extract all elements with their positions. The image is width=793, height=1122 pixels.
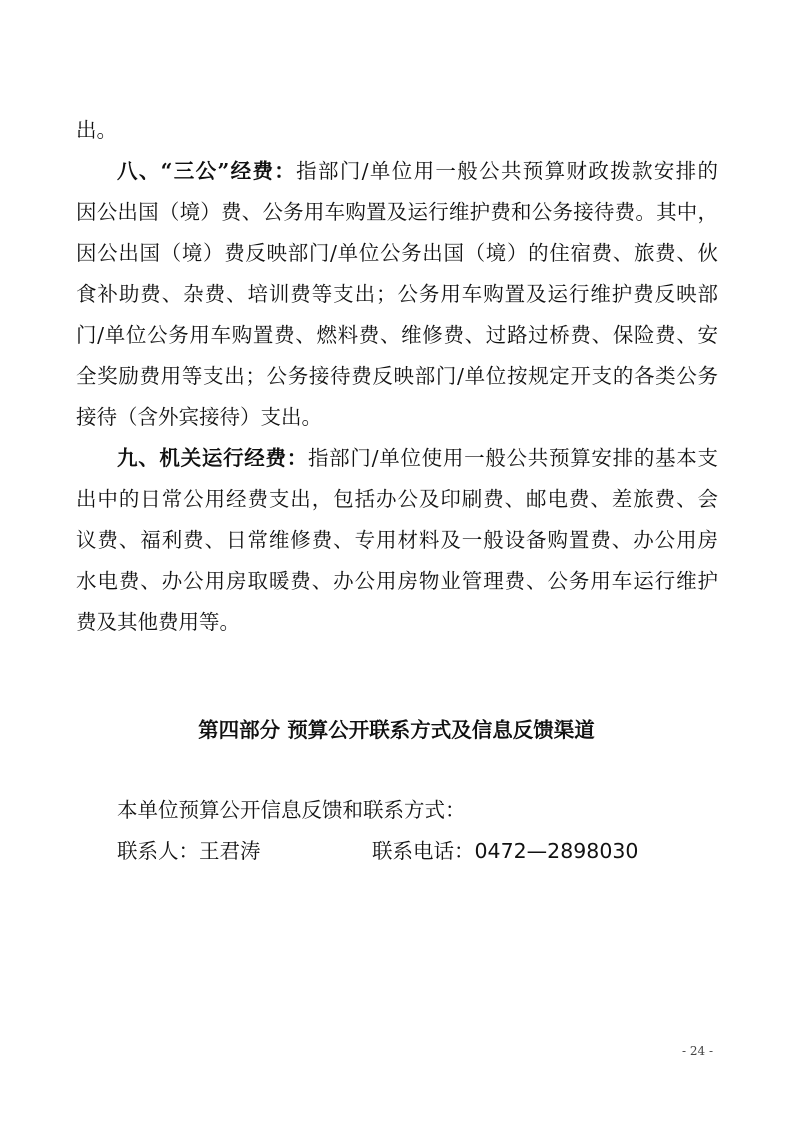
paragraph-continuation [76,116,718,144]
contact-person [117,837,261,865]
contact-person-label: 联系人： [117,839,199,863]
page-number: - 24 - [682,1044,714,1058]
paragraph-eight-line-3: 因公出国（境）费反映部门/单位公务出国（境）的住宿费、旅费、伙 [76,241,718,265]
paragraph-eight-line-4: 食补助费、杂费、培训费等支出；公务用车购置及运行维护费反映部 [76,282,718,306]
paragraph-eight-line-1 [117,157,718,185]
contact-person-name: 王君涛 [199,839,261,863]
section-heading: 第四部分 预算公开联系方式及信息反馈渠道 [198,718,595,742]
contact-phone-number: 0472—2898030 [474,839,639,863]
term-agency-operating-expenses: 九、机关运行经费： [117,446,308,470]
contact-phone [372,837,638,865]
paragraph-nine-line-5: 费及其他费用等。 [76,610,240,634]
paragraph-nine-line-4: 水电费、办公用房取暖费、办公用房物业管理费、公务用车运行维护 [76,569,718,593]
paragraph-eight-line-2: 因公出国（境）费、公务用车购置及运行维护费和公务接待费。其中， [76,200,718,224]
contact-intro: 本单位预算公开信息反馈和联系方式： [117,798,466,822]
paragraph-nine-line-1 [117,444,718,472]
definition-text: 指部门/单位用一般公共预算财政拨款安排的 [296,159,718,183]
paragraph-eight-line-6: 全奖励费用等支出；公务接待费反映部门/单位按规定开支的各类公务 [76,364,718,388]
definition-text: 指部门/单位使用一般公共预算安排的基本支 [307,446,719,470]
paragraph-nine-line-2: 出中的日常公用经费支出，包括办公及印刷费、邮电费、差旅费、会 [76,487,718,511]
term-three-public-expenses: 八、“三公”经费： [117,159,297,183]
paragraph-eight-line-5: 门/单位公务用车购置费、燃料费、维修费、过路过桥费、保险费、安 [76,323,718,347]
contact-phone-label: 联系电话： [372,839,475,863]
continuation-text: 出。 [76,118,117,142]
paragraph-nine-line-3: 议费、福利费、日常维修费、专用材料及一般设备购置费、办公用房 [76,528,718,552]
paragraph-eight-line-7: 接待（含外宾接待）支出。 [76,405,322,429]
